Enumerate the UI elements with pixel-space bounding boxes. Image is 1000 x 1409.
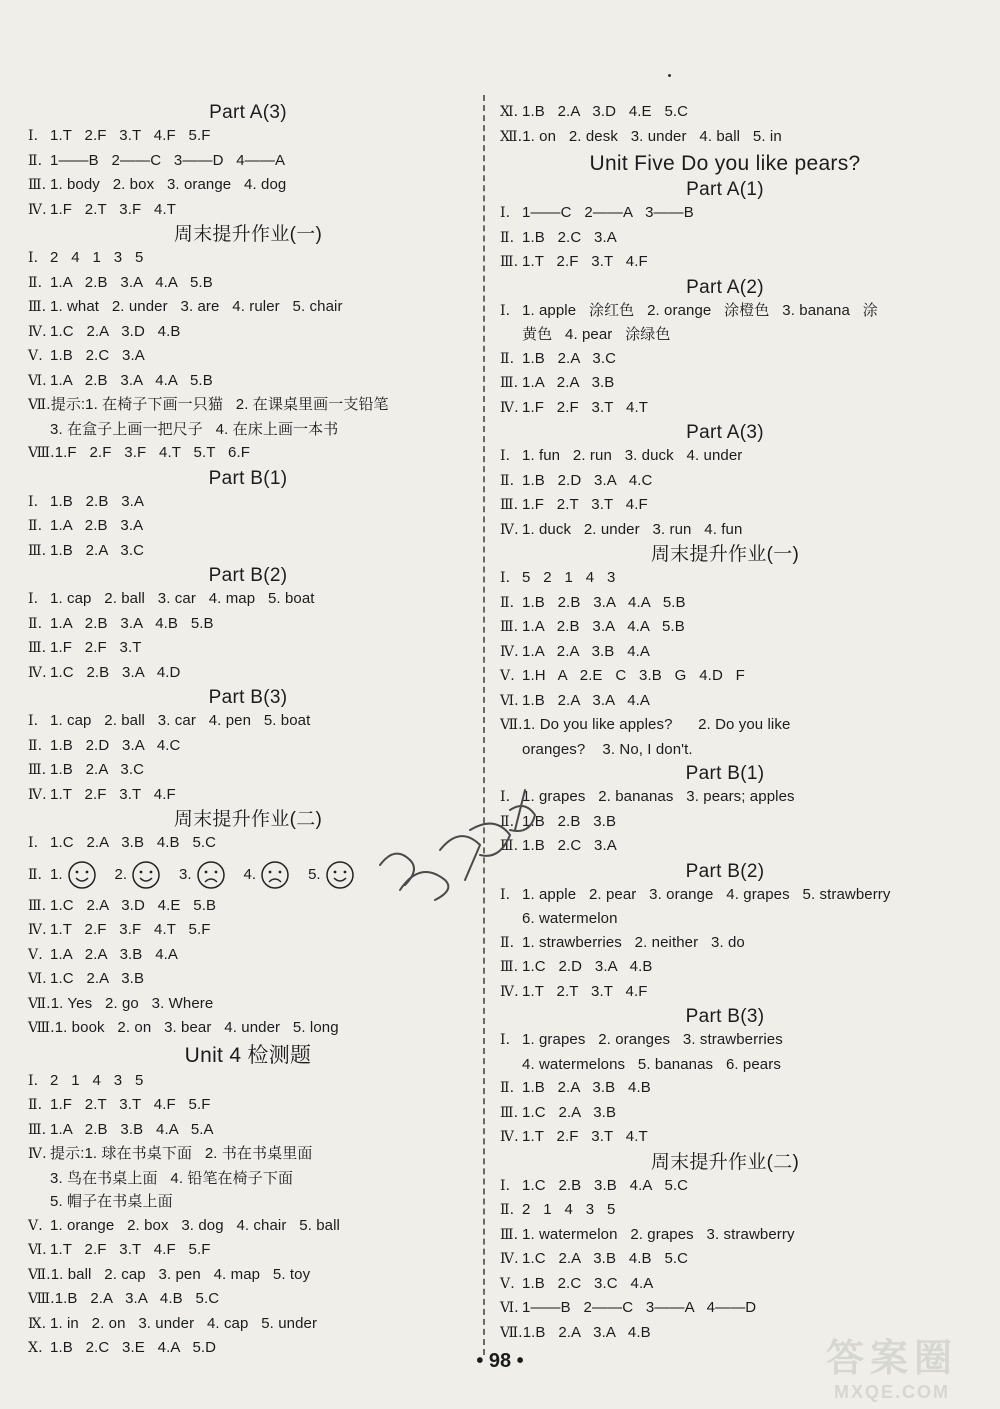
answer-line (500, 615, 950, 640)
answer-text: 1.B 2.A 3.D 4.E 5.C (522, 103, 689, 120)
answer-line (28, 943, 468, 968)
question-number: Ⅱ. (500, 472, 515, 489)
answer-text: 1.A 2.A 3.B 4.A (50, 945, 179, 963)
answer-text: 1.B 2.C 3.A (522, 837, 617, 854)
answer-text: 1.A 2.B 3.A 4.A 5.B (50, 273, 213, 291)
question-number: Ⅱ. (28, 866, 42, 883)
answer-text: 5. 帽子在书桌上面 (50, 1193, 173, 1210)
answer-text: 1.B 2.C 3.A (522, 228, 617, 246)
face-answer (244, 860, 291, 890)
answer-text: 1.F 2.T 3.F 4.T (50, 200, 177, 218)
answer-line (28, 1312, 468, 1337)
answer-text: 1.C 2.A 3.B (522, 1103, 617, 1121)
answer-line (500, 444, 950, 469)
answer-text: 2 1 4 3 5 (50, 1071, 144, 1089)
answer-text: 1. Yes 2. go 3. Where (50, 994, 214, 1012)
section-title: Part A(3) (686, 422, 764, 443)
question-number: Ⅷ. (28, 1291, 55, 1307)
answer-text: 1.B 2.B 3.B (522, 812, 617, 830)
answer-text: 1——B 2——C 3——A 4——D (522, 1299, 757, 1316)
answer-text: 1. book 2. on 3. bear 4. under 5. long (54, 1019, 339, 1036)
answer-line (500, 1247, 950, 1272)
answer-text: 1.T 2.F 3.F 4.T 5.F (50, 921, 211, 938)
question-number: Ⅶ. (28, 397, 51, 413)
question-number: Ⅵ. (28, 971, 47, 987)
answer-line (28, 1287, 468, 1312)
section-title: Part B(2) (685, 860, 765, 882)
section-title: Part B(2) (208, 565, 288, 586)
question-number: Ⅶ. (28, 1266, 51, 1283)
question-number: Ⅰ. (500, 886, 511, 903)
question-number: Ⅰ. (500, 448, 511, 464)
watermark-logo-text: 答案圈 (825, 1338, 958, 1380)
question-number: Ⅰ. (28, 1072, 39, 1089)
answer-text: 4. watermelons 5. bananas 6. pears (522, 1055, 781, 1073)
question-number: Ⅱ. (500, 934, 515, 951)
ink-dot (668, 74, 671, 77)
question-number: Ⅱ. (500, 1202, 515, 1218)
answer-line (500, 201, 950, 226)
question-number: Ⅵ. (28, 372, 47, 389)
answer-text: 1.A 2.B 3.A 4.B 5.B (50, 614, 214, 632)
answer-line (500, 1076, 950, 1101)
question-number: Ⅱ. (28, 1097, 43, 1113)
answer-line (28, 661, 468, 686)
answer-line (500, 591, 950, 616)
answer-text: 1.B 2.C 3.A (50, 347, 145, 364)
answer-text: 1.B 2.A 3.C (50, 541, 145, 559)
section-title: 周末提升作业(二) (173, 809, 323, 830)
answer-line (500, 1198, 950, 1223)
answer-line (500, 1028, 950, 1053)
answer-line (500, 664, 950, 689)
answer-line (28, 441, 468, 466)
answer-text: 1.B 2.D 3.A 4.C (522, 471, 653, 489)
question-number: Ⅵ. (28, 1242, 47, 1258)
question-number: Ⅳ. (28, 323, 47, 340)
section-title: Part B(3) (208, 687, 288, 708)
answer-text: 1.B 2.C 3.E 4.A 5.D (50, 1339, 217, 1356)
question-number: Ⅱ. (28, 152, 43, 169)
answer-text: 1.C 2.B 3.B 4.A 5.C (522, 1176, 689, 1194)
answer-text: 1——B 2——C 3——D 4——A (50, 151, 286, 169)
answer-text: 1. apple 涂红色 2. orange 涂橙色 3. banana 涂 (522, 301, 878, 319)
answer-line (28, 198, 468, 223)
answer-line (28, 490, 468, 515)
question-number: Ⅳ. (500, 643, 519, 660)
answer-text: 1.C 2.A 3.D 4.E 5.B (50, 896, 217, 914)
answer-text: 1.B 2.A 3.C (50, 761, 145, 778)
question-number: Ⅴ. (500, 668, 515, 684)
answer-text: 1.B 2.D 3.A 4.C (50, 736, 181, 754)
answer-line (500, 347, 950, 372)
section-title: Part B(1) (208, 467, 288, 489)
answer-line (500, 396, 950, 421)
answer-line (28, 271, 468, 296)
answer-line (500, 1272, 950, 1297)
answer-text: 3. 鸟在书桌上面 4. 铅笔在椅子下面 (50, 1169, 294, 1187)
answer-text: 黄色 4. pear 涂绿色 (522, 326, 671, 343)
question-number: Ⅳ. (500, 521, 519, 538)
answer-text: 1. apple 2. pear 3. orange 4. grapes 5. strawberry (522, 885, 891, 903)
question-number: Ⅸ. (28, 1315, 47, 1332)
smiley-face-icon (325, 860, 355, 890)
answer-text: 1.T 2.F 3.T 4.F 5.F (50, 127, 211, 144)
question-number: Ⅲ. (28, 177, 47, 193)
answer-line (500, 883, 950, 908)
question-number: Ⅵ. (500, 1300, 519, 1316)
answer-line (28, 1190, 468, 1214)
question-number: Ⅰ. (500, 1032, 511, 1048)
answer-line (500, 1101, 950, 1126)
face-answer (308, 860, 355, 890)
question-number: Ⅲ. (500, 1104, 519, 1121)
question-number: Ⅲ. (28, 762, 47, 778)
question-number: Ⅰ. (500, 205, 511, 221)
question-number: Ⅲ. (28, 640, 47, 656)
answer-text: 1. body 2. box 3. orange 4. dog (50, 176, 287, 193)
question-number: Ⅰ. (28, 250, 39, 266)
section-title: Part B(1) (685, 763, 765, 784)
answer-line (28, 173, 468, 198)
question-number: Ⅶ. (500, 1324, 523, 1341)
answer-text: 1.T 2.T 3.T 4.F (522, 982, 648, 1000)
answer-line (500, 738, 950, 762)
smiley-face-icon (131, 860, 161, 890)
question-number: Ⅻ. (500, 128, 523, 145)
answer-text: 提示:1. 在椅子下画一只猫 2. 在课桌里画一支铅笔 (50, 396, 389, 413)
answer-line (28, 992, 468, 1017)
answer-line (500, 907, 950, 931)
answer-text: 1.A 2.B 3.A (50, 517, 144, 534)
answer-line (500, 493, 950, 518)
answer-text: 1.C 2.A 3.D 4.B (50, 322, 181, 340)
answer-line (500, 250, 950, 275)
answer-line (500, 469, 950, 494)
answer-line (500, 1296, 950, 1321)
answer-line (500, 834, 950, 859)
answer-line (28, 1118, 468, 1143)
question-number: Ⅴ. (28, 946, 43, 963)
answer-text: 1. grapes 2. oranges 3. strawberries (522, 1031, 783, 1048)
smiley-face-icon (67, 860, 97, 890)
answer-text: 1.B 2.B 3.A (50, 492, 145, 510)
answer-line (28, 1336, 468, 1361)
answer-text: 1. watermelon 2. grapes 3. strawberry (522, 1225, 795, 1243)
answer-text: 1. cap 2. ball 3. car 4. map 5. boat (50, 590, 315, 607)
answer-line (28, 1238, 468, 1263)
answer-text: 1.B 2.B 3.A 4.A 5.B (522, 593, 686, 611)
question-number: Ⅺ. (500, 104, 519, 120)
answer-line (500, 100, 950, 125)
question-number: Ⅹ. (28, 1340, 43, 1356)
answer-line (28, 1016, 468, 1041)
answer-text: 1. ball 2. cap 3. pen 4. map 5. toy (50, 1265, 311, 1283)
question-number: Ⅳ. (500, 1129, 519, 1145)
answer-text: oranges? 3. No, I don't. (522, 740, 693, 758)
answer-text: 1——C 2——A 3——B (522, 204, 694, 221)
answer-text: 1.A 2.B 3.B 4.A 5.A (50, 1120, 214, 1138)
answer-text: 1.C 2.A 3.B 4.B 5.C (50, 834, 217, 851)
question-number: Ⅳ. (28, 922, 47, 938)
page-number: • 98 • (476, 1350, 524, 1372)
answer-line (28, 967, 468, 992)
answer-line (28, 1167, 468, 1191)
answer-text: 1.C 2.D 3.A 4.B (522, 958, 653, 975)
question-number: Ⅲ. (500, 959, 519, 975)
question-number: Ⅳ. (500, 983, 519, 1000)
section-title: Part A(1) (686, 179, 764, 200)
answer-line (500, 1053, 950, 1077)
answer-text: 1. grapes 2. bananas 3. pears; apples (522, 788, 795, 805)
answer-line (500, 955, 950, 980)
answer-text: 2 4 1 3 5 (50, 249, 144, 266)
face-answer-label: 3. (179, 866, 192, 883)
question-number: Ⅱ. (28, 518, 43, 534)
face-answer-label: 4. (243, 866, 257, 883)
answer-text: 5 2 1 4 3 (522, 569, 616, 586)
question-number: Ⅳ. (28, 786, 47, 803)
answer-line (500, 1174, 950, 1199)
answer-text: 1.A 2.B 3.A 4.A 5.B (50, 371, 213, 389)
question-number: Ⅷ. (28, 1020, 55, 1036)
question-number: Ⅴ. (28, 348, 43, 364)
question-number: Ⅲ. (28, 897, 47, 914)
answer-line (28, 514, 468, 539)
question-number: Ⅷ. (28, 445, 55, 461)
watermark-url: MXQE.COM (833, 1382, 950, 1402)
answer-text: 1.A 2.B 3.A 4.A 5.B (522, 618, 685, 635)
answer-text: 1. Do you like apples? 2. Do you like (522, 716, 791, 733)
answer-text: 1.F 2.T 3.T 4.F 5.F (50, 1096, 211, 1113)
face-answer-label: 1. (50, 866, 63, 883)
answer-text: 1.A 2.A 3.B 4.A (522, 642, 651, 660)
face-answer-label: 5. (308, 866, 321, 883)
answer-line (28, 393, 468, 418)
face-answer (50, 860, 97, 890)
answer-text: 1. on 2. desk 3. under 4. ball 5. in (522, 127, 782, 145)
question-number: Ⅰ. (28, 835, 39, 851)
section-title: Unit Five Do you like pears? (589, 152, 861, 175)
sad-face-icon (260, 860, 290, 890)
answer-line (500, 566, 950, 591)
face-answer-label: 2. (114, 866, 128, 883)
face-answer (115, 860, 162, 890)
section-title: 周末提升作业(一) (173, 224, 323, 245)
answer-line (28, 612, 468, 637)
question-number: Ⅰ. (28, 713, 39, 729)
sad-face-icon (196, 860, 226, 890)
answer-text: 1.C 2.A 3.B (50, 970, 145, 987)
answer-line (500, 299, 950, 324)
question-number: Ⅰ. (500, 570, 511, 586)
answer-line (500, 371, 950, 396)
answer-text: 1. strawberries 2. neither 3. do (522, 933, 745, 951)
answer-line (28, 1263, 468, 1288)
answer-line (28, 1069, 468, 1094)
answer-line (28, 734, 468, 759)
question-number: Ⅶ. (28, 995, 51, 1012)
question-number: Ⅲ. (500, 1226, 519, 1243)
answer-line (28, 709, 468, 734)
answer-line (28, 320, 468, 345)
answer-line (500, 1223, 950, 1248)
answer-line (500, 713, 950, 738)
question-number: Ⅳ. (500, 399, 519, 416)
answer-text: 1.T 2.F 3.T 4.F (522, 253, 648, 270)
column-divider (483, 95, 486, 1355)
answer-text: 1. cap 2. ball 3. car 4. pen 5. boat (50, 712, 311, 729)
answer-text: 1.B 2.A 3.C (522, 349, 617, 367)
question-number: Ⅲ. (500, 254, 519, 270)
question-number: Ⅳ. (28, 1146, 47, 1162)
answer-line (28, 344, 468, 369)
question-number: Ⅳ. (28, 201, 47, 218)
question-number: Ⅲ. (28, 299, 47, 315)
answer-line (500, 980, 950, 1005)
question-number: Ⅱ. (500, 229, 515, 246)
question-number: Ⅲ. (500, 497, 519, 513)
section-title: 周末提升作业(二) (650, 1151, 800, 1173)
face-answer (179, 860, 226, 890)
answer-line (500, 640, 950, 665)
answer-line (500, 1125, 950, 1150)
answer-line (28, 369, 468, 394)
answer-line (500, 810, 950, 835)
question-number: Ⅰ. (500, 302, 511, 319)
question-number: Ⅰ. (500, 1177, 511, 1194)
answer-line (28, 539, 468, 564)
question-number: Ⅱ. (500, 350, 515, 367)
answer-column-right (500, 100, 950, 1345)
answer-text: 1.B 2.A 3.A 4.A (522, 691, 651, 709)
site-watermark (802, 1327, 982, 1402)
answer-text: 1.B 2.C 3.C 4.A (522, 1274, 654, 1292)
answer-text: 1.T 2.F 3.T 4.T (522, 1128, 648, 1145)
question-number: Ⅱ. (28, 737, 43, 754)
answer-text: 1.H A 2.E C 3.B G 4.D F (522, 667, 745, 684)
answer-text: 1.F 2.T 3.T 4.F (522, 496, 648, 513)
question-number: Ⅳ. (500, 1251, 519, 1267)
question-number: Ⅱ. (28, 274, 43, 291)
question-number: Ⅳ. (28, 664, 47, 681)
answer-line (28, 418, 468, 442)
answer-line (28, 1214, 468, 1239)
question-number: Ⅴ. (500, 1275, 515, 1292)
question-number: Ⅱ. (500, 813, 515, 830)
answer-text: 1. duck 2. under 3. run 4. fun (522, 520, 743, 538)
answer-text: 1.F 2.F 3.T (50, 639, 142, 656)
answer-text: 1.C 2.A 3.B 4.B 5.C (522, 1250, 689, 1267)
question-number: Ⅶ. (500, 717, 523, 733)
answer-text: 1.B 2.A 3.A 4.B 5.C (54, 1290, 220, 1307)
answer-text: 1. orange 2. box 3. dog 4. chair 5. ball (50, 1216, 340, 1234)
question-number: Ⅵ. (500, 692, 519, 709)
section-title: Part B(3) (685, 1006, 765, 1027)
answer-text: 1.T 2.F 3.T 4.F (50, 785, 176, 803)
answer-line (28, 295, 468, 320)
answer-column-left (28, 100, 468, 1361)
answer-line (28, 149, 468, 174)
question-number: Ⅰ. (500, 789, 511, 805)
answer-text: 1.C 2.B 3.A 4.D (50, 663, 181, 681)
question-number: Ⅲ. (500, 619, 519, 635)
answer-text: 6. watermelon (522, 910, 618, 927)
question-number: Ⅲ. (500, 375, 519, 391)
question-number: Ⅱ. (500, 594, 515, 611)
answer-line (500, 125, 950, 150)
answer-line (28, 246, 468, 271)
answer-text: 1. what 2. under 3. are 4. ruler 5. chair (50, 298, 343, 315)
answer-text: 1.B 2.A 3.A 4.B (522, 1323, 651, 1341)
answer-line (28, 1093, 468, 1118)
answer-text: 1.F 2.F 3.T 4.T (522, 398, 649, 416)
question-number: Ⅲ. (28, 542, 47, 559)
answer-text: 1.A 2.A 3.B (522, 374, 615, 391)
answer-text: 1. fun 2. run 3. duck 4. under (522, 447, 743, 464)
answer-line (500, 931, 950, 956)
question-number: Ⅲ. (28, 1121, 47, 1138)
answer-text: 1.F 2.F 3.F 4.T 5.T 6.F (54, 444, 251, 461)
answer-line (28, 918, 468, 943)
question-number: Ⅰ. (28, 493, 39, 510)
section-title: Part A(2) (686, 276, 764, 298)
answer-line (500, 518, 950, 543)
answer-line (28, 587, 468, 612)
section-title: 周末提升作业(一) (650, 544, 800, 565)
section-title: Part A(3) (209, 102, 287, 123)
answer-text: 3. 在盒子上画一把尺子 4. 在床上画一本书 (50, 420, 339, 438)
question-number: Ⅱ. (28, 615, 43, 632)
answer-line (500, 689, 950, 714)
answer-text: 1. in 2. on 3. under 4. cap 5. under (50, 1314, 318, 1332)
question-number: Ⅲ. (500, 838, 519, 854)
handwritten-scribble (360, 770, 560, 920)
question-number: Ⅰ. (28, 128, 39, 144)
section-title: Unit 4 检测题 (184, 1043, 312, 1067)
answer-line (500, 323, 950, 347)
answer-text: 2 1 4 3 5 (522, 1201, 616, 1218)
answer-line (500, 226, 950, 251)
answer-text: 提示:1. 球在书桌下面 2. 书在书桌里面 (50, 1145, 313, 1162)
answer-line (28, 636, 468, 661)
question-number: Ⅱ. (500, 1080, 515, 1096)
answer-text: 1.B 2.A 3.B 4.B (522, 1079, 651, 1096)
answer-text: 1.T 2.F 3.T 4.F 5.F (50, 1241, 211, 1258)
question-number: Ⅰ. (28, 591, 39, 607)
question-number: Ⅴ. (28, 1217, 43, 1234)
answer-line (500, 785, 950, 810)
answer-line (28, 124, 468, 149)
answer-line (28, 1142, 468, 1167)
